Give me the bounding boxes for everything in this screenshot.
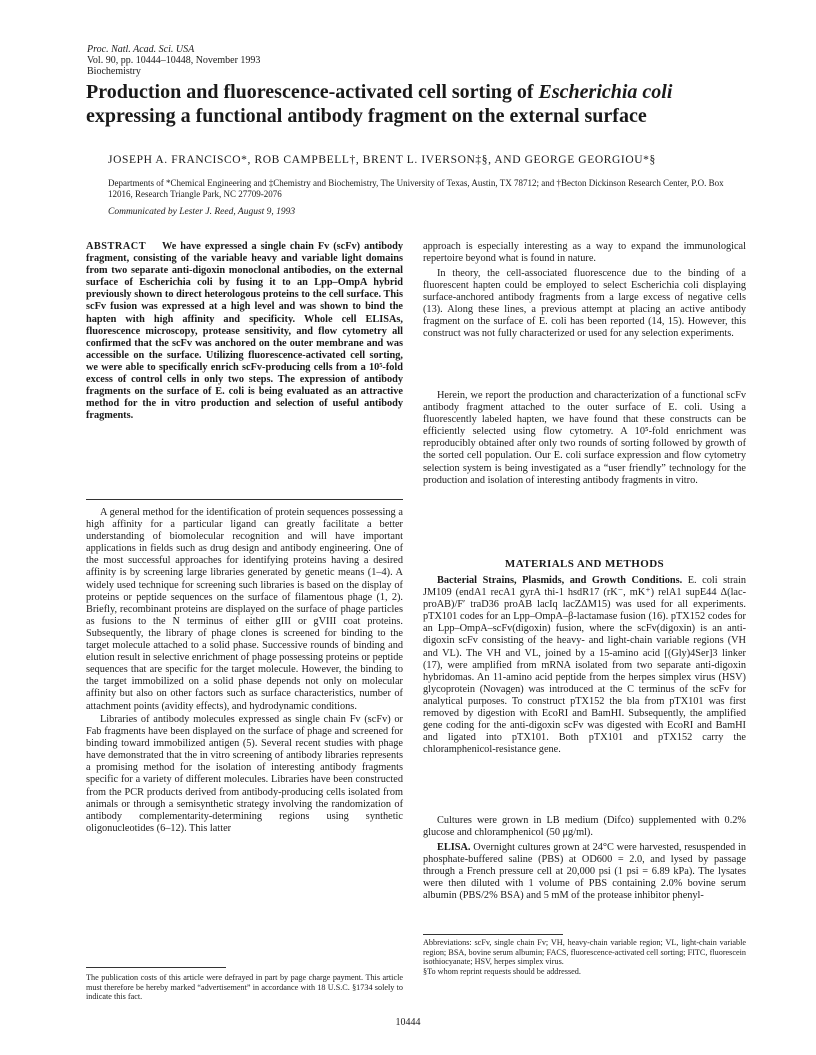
footnote-divider [86, 967, 226, 968]
intro-paragraph-2: Libraries of antibody molecules expressed as single chain Fv (scFv) or Fab fragments have been displayed on the surface of phage and screened for binding toward immobilized antigen (5). Several recent studies with phage have demonstrated that the in vitro screening of antibody libraries represents a promising method for the isolation of interesting antibody fragments specific for a variety of different molecules. Libraries have been constructed from the PCR products derived from antibody-producing cells isolated from animals or through a semisynthetic strategy involving the randomization of antibody complementarity-determining regions using synthetic oligonucleotides (6–12). This latter [86, 714, 403, 834]
methods-paragraph-3 [423, 842, 746, 902]
methods-text-strains: E. coli strain JM109 (endA1 recA1 gyrA thi-1 hsdR17 (rK⁻, mK⁺) relA1 supE44 Δ(lac-proAB)/F′ traD36 proAB lacIq lacZΔM15) was used for all experiments. pTX101 codes for an Lpp–OmpA–β-lactamase fusion (16). pTX152 codes for an Lpp–OmpA–scFv(digoxin) fusion, where the scFv(digoxin) is an anti-digoxin scFv consisting of the heavy- and light-chain variable regions (VH and VL). The VH and VL, joined by a 15-amino acid [(Gly)4Ser]3 linker (17), were amplified from mRNA isolated from two separate anti-digoxin hybridomas. An 11-amino acid peptide from the herpes simplex virus (HSV) glycoprotein (Novagen) was introduced at the C terminus of the scFv for analytical purposes. To construct pTX152 the bla from pTX101 was first removed by digestion with EcoRI and BamHI. Subsequently, the amplified gene coding for the anti-digoxin scFv was digested with EcoRI and BamHI and ligated into pTX101. Both pTX101 and pTX152 carry the chloramphenicol-resistance gene. [423, 575, 747, 756]
right-paragraph-1: approach is especially interesting as a way to expand the immunological repertoire beyond what is found in nature. [423, 241, 746, 265]
reprint-note: §To whom reprint requests should be addressed. [423, 966, 581, 976]
abstract-divider [86, 499, 403, 500]
abstract-label: ABSTRACT [86, 241, 147, 252]
journal-section: Biochemistry [87, 66, 141, 77]
right-paragraph-3: Herein, we report the production and characterization of a functional scFv antibody fragment attached to the outer surface of E. coli. Using a fluorescently labeled hapten, we have found that these constructs can be efficiently selected using flow cytometry. A 10⁵-fold enrichment was reproducibly obtained after only two rounds of sorting followed by growth of the sorted cell population. Our E. coli surface expression and flow cytometry selection system is being investigated as a “user friendly” technology for the production and isolation of interesting antibody fragments in vitro. [423, 390, 746, 486]
article-title [86, 80, 746, 128]
title-part1: Production and fluorescence-activated cell sorting of [86, 81, 539, 103]
footnote-divider-right [423, 934, 563, 935]
affiliations: Departments of *Chemical Engineering and ‡Chemistry and Biochemistry, The University of Texas, Austin, TX 78712; and †Becton Dickinson Research Center, P.O. Box 12016, Research Triangle Park, NC 27709-2076 [108, 178, 724, 199]
abstract-text: We have expressed a single chain Fv (scFv) antibody fragment, consisting of the variable heavy and variable light domains from two separate anti-digoxin monoclonal antibodies, on the external surface of Escherichia coli by fusing it to an Lpp–OmpA hybrid previously shown to direct heterologous proteins to the cell surface. This scFv fusion was expressed at a high level and was shown to bind the hapten with high affinity and specificity. Whole cell ELISAs, fluorescence microscopy, protease sensitivity, and flow cytometry all confirmed that the scFv was anchored on the outer membrane and was accessible on the surface. Utilizing fluorescence-activated cell sorting, we were able to specifically enrich scFv-producing cells from a 10⁵-fold excess of control cells in only two steps. The expression of antibody fragments on the surface of E. coli is being evaluated as an attractive method for the in vitro production and selection of useful antibody fragments. [86, 241, 404, 422]
methods-subhead-elisa: ELISA. [437, 842, 471, 853]
intro-paragraph-1: A general method for the identification of protein sequences possessing a high affinity for a particular ligand can greatly facilitate a better understanding of biomolecular recognition and will have important applications in fields such as drug design and antibody engineering. One of the most successful approaches for identifying proteins having a desired affinity is by screening large libraries generated by genetic means (1–4). A widely used technique for screening such libraries is based on the display of proteins or peptide sequences on the surface of filamentous phage (1, 2). Briefly, recombinant proteins are displayed on the surface of phage particles as fusions to the N terminus of either gIII or gVIII coat proteins. Subsequently, the library of phage clones is screened for binding to the target molecule attached to a solid phase. Successive rounds of binding and elution result in selective enrichment of phage possessing proteins or peptide sequences that are specific for the target molecule. However, the binding to the target immobilized on a solid phase depends not only on molecular affinity but also on other factors such as surface characteristics, number of attachment points (avidity effects), and hydrodynamic conditions. [86, 507, 403, 712]
communicated-by: Communicated by Lester J. Reed, August 9, 1993 [108, 207, 296, 217]
abbreviations: Abbreviations: scFv, single chain Fv; VH, heavy-chain variable region; VL, light-chain variable region; BSA, bovine serum albumin; FACS, fluorescence-activated cell sorting; FITC, fluorescein isothiocyanate; HSV, herpes simplex virus. [423, 938, 746, 967]
methods-paragraph-2: Cultures were grown in LB medium (Difco) supplemented with 0.2% glucose and chloramphenicol (50 μg/ml). [423, 815, 746, 839]
journal-header [87, 44, 260, 77]
journal-name: Proc. Natl. Acad. Sci. USA [87, 44, 195, 55]
methods-subhead-strains: Bacterial Strains, Plasmids, and Growth Conditions. [437, 575, 683, 586]
publication-cost-note: The publication costs of this article were defrayed in part by page charge payment. This article must therefore be hereby marked “advertisement” in accordance with 18 U.S.C. §1734 solely to indicate this fact. [86, 973, 403, 1002]
journal-volume: Vol. 90, pp. 10444–10448, November 1993 [87, 55, 261, 66]
title-italic: Escherichia coli [538, 81, 673, 103]
right-paragraph-2: In theory, the cell-associated fluorescence due to the binding of a fluorescent hapten could be employed to select Escherichia coli displaying surface-anchored antibody fragments from a large excess of negative cells (13). Along these lines, a previous attempt at placing an active antibody fragment on the surface of E. coli has been reported (14, 15). However, this construct was not fully characterized or used for any selection experiments. [423, 268, 746, 340]
author-list: JOSEPH A. FRANCISCO*, ROB CAMPBELL†, BRENT L. IVERSON‡§, AND GEORGE GEORGIOU*§ [108, 154, 656, 166]
abbreviations-footnote [423, 938, 746, 976]
page-number: 10444 [395, 1017, 421, 1028]
methods-paragraph-1 [423, 575, 746, 756]
methods-text-elisa: Overnight cultures grown at 24°C were harvested, resuspended in phosphate-buffered saline (PBS) at OD600 = 2.0, and lysed by passage through a French pressure cell at 20,000 psi (1 psi = 6.89 kPa). The lysates were then diluted with 1 volume of PBS containing 2.0% bovine serum albumin (PBS/2% BSA) and 5 mM of the protease inhibitor phenyl- [423, 842, 746, 902]
abstract [86, 241, 403, 422]
title-part2: expressing a functional antibody fragment on the external surface [86, 105, 647, 127]
methods-heading: MATERIALS AND METHODS [504, 558, 665, 570]
